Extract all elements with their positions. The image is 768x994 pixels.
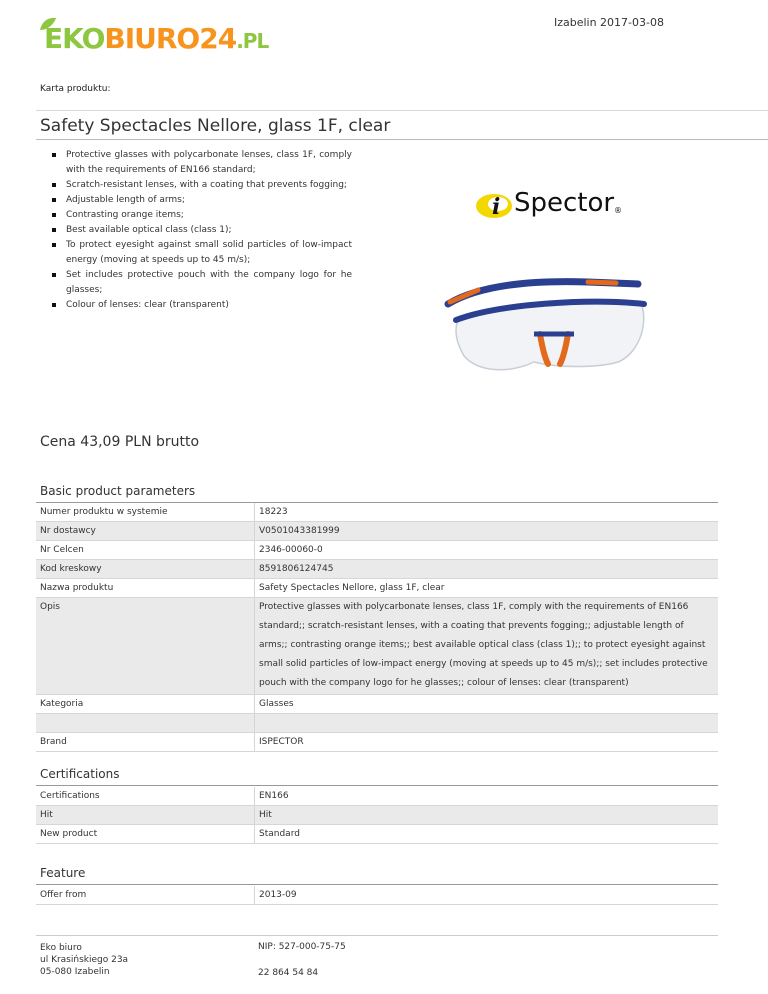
param-key: Nr dostawcy — [36, 522, 255, 541]
list-item: Scratch-resistant lenses, with a coating that prevents fogging; — [52, 178, 352, 193]
param-key: New product — [36, 825, 255, 844]
company-logo[interactable] — [38, 14, 278, 58]
divider — [36, 785, 718, 786]
param-value: Safety Spectacles Nellore, glass 1F, clear — [255, 579, 719, 598]
param-key: Kategoria — [36, 695, 255, 714]
list-item: Adjustable length of arms; — [52, 193, 352, 208]
param-key: Certifications — [36, 787, 255, 806]
param-key — [36, 714, 255, 733]
param-key: Numer produktu w systemie — [36, 503, 255, 522]
section-certifications-title: Certifications — [40, 767, 120, 781]
ispector-brand-logo — [474, 186, 634, 226]
param-value: Standard — [255, 825, 719, 844]
param-key: Offer from — [36, 886, 255, 905]
ispector-wordmark: Spector — [514, 188, 615, 218]
param-value: EN166 — [255, 787, 719, 806]
list-item: Colour of lenses: clear (transparent) — [52, 298, 352, 313]
table-row — [36, 541, 718, 560]
param-value — [255, 714, 719, 733]
param-key: Nr Celcen — [36, 541, 255, 560]
karta-label: Karta produktu: — [40, 84, 111, 94]
param-value: 8591806124745 — [255, 560, 719, 579]
footer-address — [40, 942, 128, 978]
street: ul Krasińskiego 23a — [40, 955, 129, 965]
table-row — [36, 503, 718, 522]
table-row — [36, 522, 718, 541]
section-feature-title: Feature — [40, 866, 86, 880]
divider — [36, 884, 718, 885]
document-date: Izabelin 2017-03-08 — [553, 16, 664, 29]
param-value: Glasses — [255, 695, 719, 714]
param-value: Protective glasses with polycarbonate lenses, class 1F, comply with the requirements of EN166 standard;; scratch-resistant lenses, with a coating that prevents fogging;; adjustable length of arms;; contrasting orange items;; best available optical class (class 1);; to protect eyesight against small solid particles of low-impact energy (moving at speeds up to 45 m/s);; set includes protective pouch with the company logo for he glasses;; colour of lenses: clear (transparent) — [255, 598, 719, 695]
param-value: 2346-00060-0 — [255, 541, 719, 560]
footer-divider — [36, 935, 718, 936]
list-item: Set includes protective pouch with the company logo for he glasses; — [52, 268, 352, 298]
param-value: 2013-09 — [255, 886, 719, 905]
svg-text:i: i — [492, 194, 501, 220]
table-row — [36, 806, 718, 825]
table-row — [36, 560, 718, 579]
ispector-swoosh-icon — [474, 188, 518, 224]
product-title: Safety Spectacles Nellore, glass 1F, clear — [40, 116, 391, 136]
section-basic-title: Basic product parameters — [40, 484, 196, 498]
basic-params-table — [36, 503, 718, 752]
param-value: V0501043381999 — [255, 522, 719, 541]
title-bar — [36, 110, 768, 140]
company-name: Eko biuro — [40, 943, 82, 953]
param-key: Nazwa produktu — [36, 579, 255, 598]
param-value: Hit — [255, 806, 719, 825]
list-item: To protect eyesight against small solid particles of low-impact energy (moving at speeds up to 45 m/s); — [52, 238, 352, 268]
list-item: Protective glasses with polycarbonate lenses, class 1F, comply with the requirements of EN166 standard; — [52, 148, 352, 178]
param-value: ISPECTOR — [255, 733, 719, 752]
table-row — [36, 714, 718, 733]
param-key: Kod kreskowy — [36, 560, 255, 579]
param-value: 18223 — [255, 503, 719, 522]
table-row — [36, 695, 718, 714]
table-row — [36, 787, 718, 806]
registered-mark: ® — [614, 206, 622, 215]
param-key: Opis — [36, 598, 255, 695]
param-key: Brand — [36, 733, 255, 752]
table-row — [36, 579, 718, 598]
list-item: Contrasting orange items; — [52, 208, 352, 223]
feature-list — [52, 148, 352, 313]
logo-text: EKOBIURO24.PL — [44, 22, 269, 55]
city: 05-080 Izabelin — [40, 967, 110, 977]
table-row — [36, 886, 718, 905]
table-row — [36, 598, 718, 695]
price: Cena 43,09 PLN brutto — [40, 434, 200, 450]
product-photo-glasses — [438, 276, 660, 386]
table-row — [36, 733, 718, 752]
certifications-table — [36, 787, 718, 844]
param-key: Hit — [36, 806, 255, 825]
list-item: Best available optical class (class 1); — [52, 223, 352, 238]
feature-table — [36, 886, 718, 905]
table-row — [36, 825, 718, 844]
phone: 22 864 54 84 — [258, 968, 319, 978]
nip: NIP: 527-000-75-75 — [258, 942, 346, 952]
